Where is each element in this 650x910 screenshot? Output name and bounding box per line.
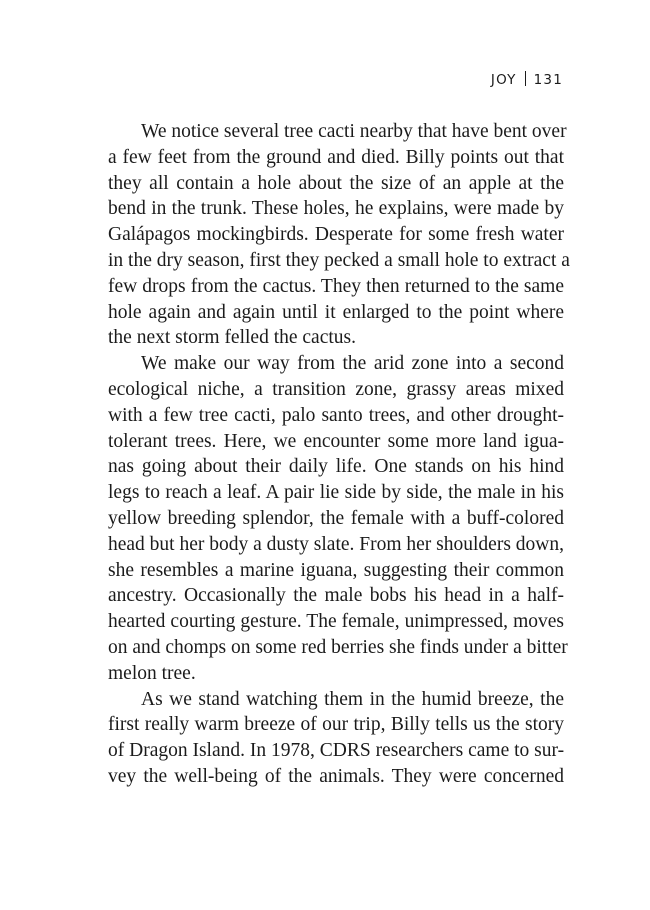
text-line: hearted courting gesture. The female, unimpressed, moves	[108, 611, 564, 633]
text-line: hole again and again until it enlarged to the point where	[108, 301, 564, 323]
text-line: We notice several tree cacti nearby that have bent over	[141, 121, 567, 142]
text-line: As we stand watching them in the humid breeze, the	[141, 688, 564, 710]
text-line: a few feet from the ground and died. Billy points out that	[108, 146, 564, 168]
text-line: bend in the trunk. These holes, he explains, were made by	[108, 198, 564, 220]
text-line: melon tree.	[108, 662, 196, 684]
paragraph	[108, 119, 570, 351]
text-line: head but her body a dusty slate. From her shoulders down,	[108, 533, 565, 555]
running-title: JOY	[490, 72, 517, 88]
text-line: We make our way from the arid zone into a second	[141, 353, 564, 375]
text-line: the next storm felled the cactus.	[108, 327, 356, 349]
running-head	[491, 71, 563, 88]
text-line: vey the well-being of the animals. They were concerned	[108, 765, 564, 787]
body-text	[108, 119, 570, 790]
text-line: legs to reach a leaf. A pair lie side by side, the male in his	[108, 482, 564, 504]
text-line: with a few tree cacti, palo santo trees, and other drought-	[108, 404, 564, 426]
text-line: yellow breeding splendor, the female with a buff-colored	[108, 507, 564, 529]
text-line: ancestry. Occasionally the male bobs his head in a half-	[108, 585, 564, 607]
text-line: in the dry season, first they pecked a small hole to extract a	[108, 249, 570, 271]
text-line: nas going about their daily life. One stands on his hind	[108, 456, 564, 478]
text-line: Galápagos mockingbirds. Desperate for some fresh water	[108, 224, 564, 246]
text-line: they all contain a hole about the size of an apple at the	[108, 172, 564, 194]
paragraph	[108, 687, 564, 790]
text-line: of Dragon Island. In 1978, CDRS researchers came to sur-	[108, 740, 565, 762]
text-line: tolerant trees. Here, we encounter some more land igua-	[108, 430, 564, 452]
text-line: first really warm breeze of our trip, Billy tells us the story	[108, 714, 564, 736]
text-line: on and chomps on some red berries she finds under a bitter	[108, 636, 568, 658]
paragraph	[108, 351, 568, 686]
page-number: 131	[533, 72, 563, 88]
header-separator	[525, 71, 526, 86]
text-line: few drops from the cactus. They then returned to the same	[108, 275, 564, 297]
text-line: she resembles a marine iguana, suggesting their common	[108, 559, 564, 581]
text-line: ecological niche, a transition zone, grassy areas mixed	[108, 378, 564, 400]
